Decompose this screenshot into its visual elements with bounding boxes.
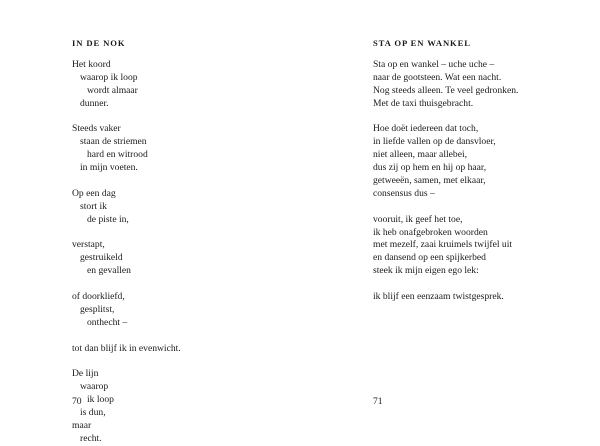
poem-body [72, 59, 181, 446]
poem-line: recht. [80, 432, 102, 444]
page-number: 71 [373, 396, 383, 407]
poem-line: naar de gootsteen. Wat een nacht. [373, 71, 502, 83]
poem-body [373, 59, 518, 304]
poem-line: en dansend op een spijkerbed [373, 252, 486, 264]
stanza-break [72, 175, 181, 188]
poem-title: STA OP EN WANKEL [373, 38, 471, 48]
stanza-break [72, 355, 181, 368]
stanza-break [373, 201, 518, 214]
poem-line: waarop ik loop [80, 71, 138, 83]
poem-line: ik heb onafgebroken woorden [373, 226, 488, 238]
poem-line: Steeds vaker [72, 123, 121, 135]
poem-line: Sta op en wankel – uche uche – [373, 59, 495, 70]
poem-line: Het koord [72, 59, 111, 70]
poem-line: ik blijf een eenzaam twistgesprek. [373, 291, 504, 303]
poem-line: ik loop [87, 394, 114, 406]
right-page [300, 0, 600, 432]
poem-line: Hoe doët iedereen dat toch, [373, 123, 479, 135]
poem-line: onthecht – [87, 316, 128, 328]
poem-line: vooruit, ik geef het toe, [373, 213, 463, 225]
poem-line: tot dan blijf ik in evenwicht. [72, 342, 181, 354]
poem-line: of doorkliefd, [72, 291, 125, 303]
stanza-break [72, 227, 181, 240]
poem-line: waarop [80, 381, 109, 393]
poem-line: in liefde vallen op de dansvloer, [373, 136, 496, 148]
poem-line: staan de striemen [80, 136, 147, 148]
poem-line: gesplitst, [80, 303, 115, 315]
poem-line: maar [72, 419, 92, 431]
stanza-break [72, 330, 181, 343]
stanza-break [72, 111, 181, 124]
poem-line: niet alleen, maar allebei, [373, 149, 468, 161]
poem-line: Nog steeds alleen. Te veel gedronken. [373, 84, 519, 96]
stanza-break [373, 278, 518, 291]
poem-line: steek ik mijn eigen ego lek: [373, 265, 479, 277]
poem-line: De lijn [72, 368, 99, 380]
poem-line: hard en witrood [87, 149, 148, 161]
poem-line: is dun, [80, 407, 106, 419]
poem-line: met mezelf, zaai kruimels twijfel uit [373, 239, 513, 251]
poem-line: gestruikeld [80, 252, 123, 264]
poem-line: dus zij op hem en hij op haar, [373, 162, 487, 174]
poem-title: IN DE NOK [72, 38, 126, 48]
poem-line: Op een dag [72, 187, 116, 199]
poem-line: in mijn voeten. [80, 162, 138, 174]
poem-line: consensus dus – [373, 187, 435, 199]
poem-line: Met de taxi thuisgebracht. [373, 97, 474, 109]
left-page [0, 0, 300, 444]
poem-line: de piste in, [87, 213, 129, 225]
poem-line: wordt almaar [87, 84, 138, 96]
poem-line: en gevallen [87, 265, 131, 277]
poem-line: stort ik [80, 200, 107, 212]
poem-line: dunner. [80, 97, 109, 109]
poem-line: verstapt, [72, 239, 105, 251]
page-number: 70 [72, 396, 82, 407]
stanza-break [373, 111, 518, 124]
poem-line: getweeën, samen, met elkaar, [373, 175, 486, 187]
stanza-break [72, 278, 181, 291]
